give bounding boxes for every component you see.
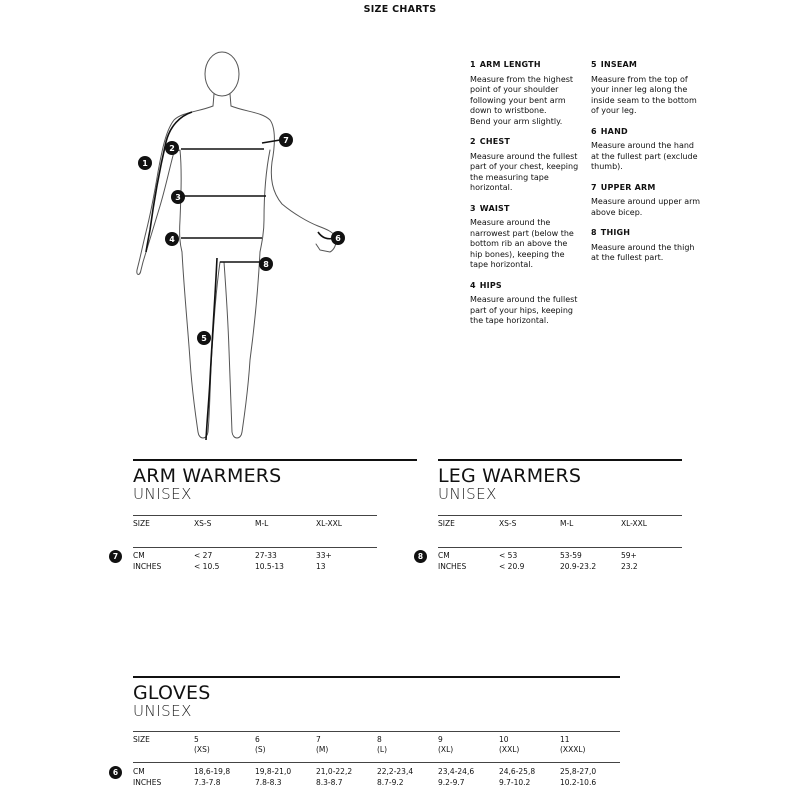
table-header-cell bbox=[560, 735, 585, 755]
glove-size-label: (L) bbox=[377, 745, 388, 754]
measurement-number: 1 bbox=[470, 60, 476, 69]
measuring-lines bbox=[146, 112, 334, 440]
glove-size-number: 11 bbox=[560, 735, 570, 744]
measurement-description: Measure around the narrowest part (below the bottom rib an above the hip bones), keeping the tape horizontal. bbox=[470, 218, 574, 269]
page-title: SIZE CHARTS bbox=[363, 4, 437, 15]
arm-warmers-badge: 7 bbox=[109, 550, 122, 563]
table-cell: 13 bbox=[316, 562, 326, 571]
measurement-number: 3 bbox=[470, 203, 476, 213]
table-header-cell: M-L bbox=[255, 519, 269, 528]
gloves-rule bbox=[133, 762, 620, 763]
table-cell: 7.8-8.3 bbox=[255, 778, 282, 787]
measurement-description: Measure from the top of your inner leg along the inside seam to the bottom of your leg. bbox=[591, 74, 697, 115]
marker-7 bbox=[279, 133, 293, 147]
measurement-description: Measure around upper arm above bicep. bbox=[591, 197, 701, 217]
marker-2-label: 2 bbox=[169, 144, 175, 153]
measurement-number: 7 bbox=[591, 182, 597, 192]
measurement-hips bbox=[470, 281, 588, 327]
measurement-title: CHEST bbox=[479, 137, 511, 146]
marker-2 bbox=[165, 141, 179, 155]
glove-size-number: 10 bbox=[499, 735, 509, 744]
table-header-cell: M-L bbox=[560, 519, 574, 528]
table-header-cell: XS-S bbox=[499, 519, 517, 528]
table-cell: 23.2 bbox=[621, 562, 638, 571]
marker-5-label: 5 bbox=[201, 334, 207, 343]
table-cell: 27-33 bbox=[255, 551, 277, 560]
table-cell: INCHES bbox=[133, 778, 162, 787]
measurement-hand bbox=[591, 127, 711, 173]
table-cell: INCHES bbox=[438, 562, 467, 571]
table-cell: 10.2-10.6 bbox=[560, 778, 597, 787]
table-cell: 24,6-25,8 bbox=[499, 767, 536, 776]
measurement-number: 8 bbox=[591, 228, 597, 237]
glove-size-number: 7 bbox=[316, 735, 321, 744]
table-cell: 8.7-9.2 bbox=[377, 778, 404, 787]
table-header-cell: XL-XXL bbox=[621, 519, 647, 528]
marker-8-label: 8 bbox=[263, 260, 269, 269]
table-header-cell: XL-XXL bbox=[316, 519, 342, 528]
measurement-waist bbox=[470, 204, 588, 271]
table-cell: 8.3-8.7 bbox=[316, 778, 343, 787]
marker-5 bbox=[197, 331, 211, 345]
table-cell: < 53 bbox=[499, 551, 518, 560]
leg-warmers-badge: 8 bbox=[414, 550, 427, 563]
table-header-cell: SIZE bbox=[133, 735, 150, 744]
measurement-number: 4 bbox=[470, 280, 476, 290]
glove-size-label: (XS) bbox=[194, 745, 210, 754]
glove-size-number: 8 bbox=[377, 735, 382, 744]
arm-warmers-title: ARM WARMERS bbox=[133, 465, 282, 487]
arm-warmers-divider bbox=[133, 459, 417, 461]
measurement-number: 5 bbox=[591, 60, 597, 69]
measurement-upper-arm bbox=[591, 183, 711, 219]
measurement-description: Measure around the fullest part of your chest, keeping the measuring tape horizontal. bbox=[470, 151, 579, 192]
measurement-number: 2 bbox=[470, 137, 476, 146]
table-cell: 59+ bbox=[621, 551, 637, 560]
marker-4-label: 4 bbox=[169, 235, 175, 244]
measurement-title: THIGH bbox=[600, 228, 631, 237]
measurement-thigh bbox=[591, 228, 711, 264]
table-header-cell: SIZE bbox=[133, 519, 150, 528]
marker-4 bbox=[165, 232, 179, 246]
table-cell: < 27 bbox=[194, 551, 213, 560]
glove-size-label: (S) bbox=[255, 745, 266, 754]
arm-warmers-rule bbox=[133, 547, 377, 548]
marker-6 bbox=[331, 231, 345, 245]
table-cell: 18,6-19,8 bbox=[194, 767, 231, 776]
table-cell: CM bbox=[133, 767, 145, 776]
arm-warmers-rule bbox=[133, 515, 377, 516]
table-cell: 33+ bbox=[316, 551, 332, 560]
table-cell: 19,8-21,0 bbox=[255, 767, 292, 776]
table-cell: CM bbox=[133, 551, 145, 560]
measurements-column-left bbox=[470, 60, 588, 337]
table-header-cell bbox=[316, 735, 328, 755]
measurements-column-right bbox=[591, 60, 711, 274]
gloves-subtitle: UNISEX bbox=[133, 702, 192, 720]
table-cell: 10.5-13 bbox=[255, 562, 284, 571]
marker-8 bbox=[259, 257, 273, 271]
leg-warmers-rule bbox=[438, 515, 682, 516]
measurement-title: ARM LENGTH bbox=[479, 60, 541, 69]
leg-warmers-subtitle: UNISEX bbox=[438, 485, 497, 503]
marker-3-label: 3 bbox=[175, 193, 181, 202]
table-cell: 20.9-23.2 bbox=[560, 562, 597, 571]
body-outline bbox=[137, 52, 336, 438]
measurement-description: Measure from the highest point of your shoulder following your bent arm down to wristbone. Bend your arm slightly. bbox=[470, 74, 574, 126]
table-header-cell bbox=[255, 735, 266, 755]
glove-size-label: (XXXL) bbox=[560, 745, 586, 754]
table-header-cell: XS-S bbox=[194, 519, 212, 528]
marker-6-label: 6 bbox=[335, 234, 341, 243]
glove-size-number: 5 bbox=[194, 735, 199, 744]
table-cell: 22,2-23,4 bbox=[377, 767, 414, 776]
measurement-description: Measure around the hand at the fullest part (exclude thumb). bbox=[591, 141, 698, 171]
measurement-title: UPPER ARM bbox=[600, 182, 656, 192]
gloves-divider bbox=[133, 676, 620, 678]
table-cell: INCHES bbox=[133, 562, 162, 571]
table-header-cell bbox=[377, 735, 387, 755]
measurement-inseam bbox=[591, 60, 711, 117]
table-cell: 7.3-7.8 bbox=[194, 778, 221, 787]
marker-7-label: 7 bbox=[283, 136, 289, 145]
figure-markers bbox=[138, 133, 345, 345]
glove-size-number: 6 bbox=[255, 735, 260, 744]
measurement-title: WAIST bbox=[479, 203, 510, 213]
body-measurement-figure bbox=[120, 40, 360, 450]
gloves-title: GLOVES bbox=[133, 682, 211, 704]
table-cell: < 10.5 bbox=[194, 562, 220, 571]
glove-size-label: (XL) bbox=[438, 745, 454, 754]
leg-warmers-title: LEG WARMERS bbox=[438, 465, 582, 487]
table-cell: < 20.9 bbox=[499, 562, 525, 571]
measurement-chest bbox=[470, 137, 588, 194]
gloves-badge: 6 bbox=[109, 766, 122, 779]
table-cell: 21,0-22,2 bbox=[316, 767, 353, 776]
table-cell: 53-59 bbox=[560, 551, 582, 560]
leg-warmers-rule bbox=[438, 547, 682, 548]
table-header-cell bbox=[194, 735, 210, 755]
measurement-arm-length bbox=[470, 60, 588, 127]
upper-arm-line bbox=[262, 140, 280, 143]
table-cell: 23,4-24,6 bbox=[438, 767, 475, 776]
table-cell: CM bbox=[438, 551, 450, 560]
glove-size-label: (M) bbox=[316, 745, 329, 754]
measurement-title: HAND bbox=[600, 126, 628, 136]
leg-warmers-divider bbox=[438, 459, 682, 461]
glove-size-label: (XXL) bbox=[499, 745, 520, 754]
measurement-number: 6 bbox=[591, 126, 597, 136]
table-header-cell bbox=[438, 735, 453, 755]
table-cell: 25,8-27,0 bbox=[560, 767, 597, 776]
marker-1 bbox=[138, 156, 152, 170]
measurement-description: Measure around the thigh at the fullest part. bbox=[591, 242, 695, 262]
measurement-description: Measure around the fullest part of your hips, keeping the tape horizontal. bbox=[470, 295, 578, 325]
table-cell: 9.7-10.2 bbox=[499, 778, 531, 787]
glove-size-number: 9 bbox=[438, 735, 443, 744]
inseam-line bbox=[206, 258, 217, 440]
measurement-title: INSEAM bbox=[600, 60, 638, 69]
table-header-cell bbox=[499, 735, 519, 755]
marker-1-label: 1 bbox=[142, 159, 148, 168]
marker-3 bbox=[171, 190, 185, 204]
gloves-rule bbox=[133, 731, 620, 732]
table-cell: 9.2-9.7 bbox=[438, 778, 465, 787]
arm-warmers-subtitle: UNISEX bbox=[133, 485, 192, 503]
measurement-title: HIPS bbox=[479, 280, 502, 290]
table-header-cell: SIZE bbox=[438, 519, 455, 528]
